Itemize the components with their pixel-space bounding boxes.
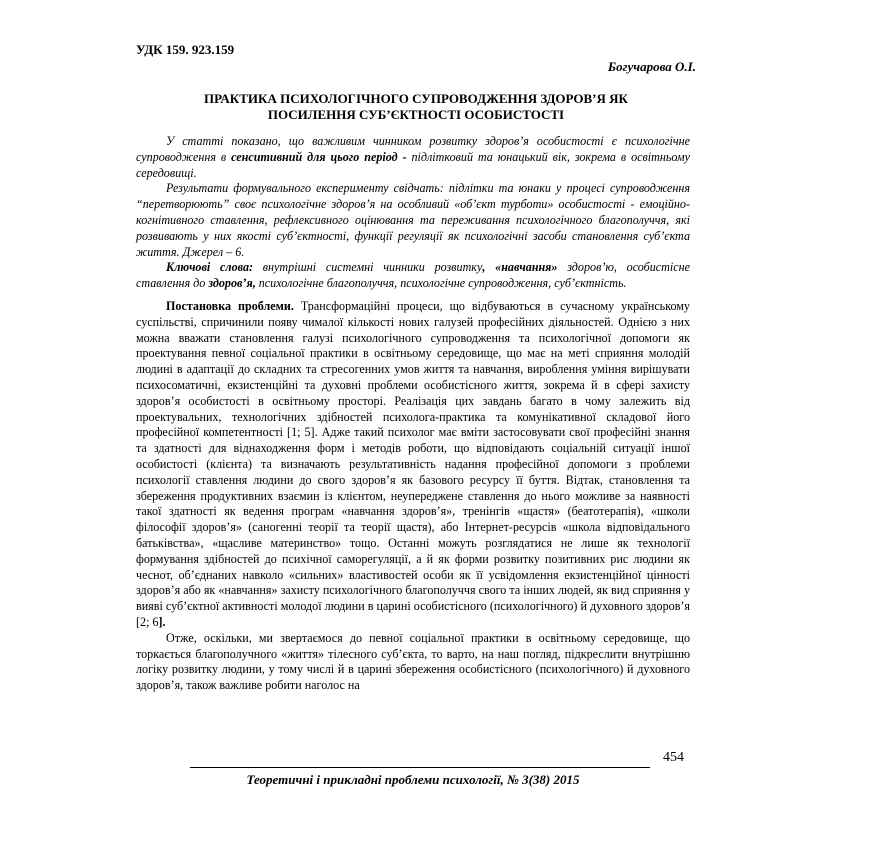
abstract-text: У статті показано, що важливим чинником розвитку здоров’я особистості є психологічне супроводження в (136, 134, 690, 164)
abstract-text: підлітковий та юнацький вік, зокрема в освітньому середовищі. (136, 149, 691, 180)
page-number: 454 (663, 750, 684, 765)
abstract-emphasis: сенситивний для цього період - (231, 149, 407, 164)
abstract-paragraph-2: Результати формувального експерименту свідчать: підлітки та юнаки у процесі супроводження “перетворюють” своє психологічне здоров’я на особливий «об’єкт турботи» особистості - емоційно-когнітивного ставлення, рефлексивного оцінювання та переживання психологічного благополуччя, які розвивають у них якості суб’єктності, функції регуляції як психологічні засоби становлення суб’єкта життя. Джерел – 6. (136, 181, 690, 259)
keywords-emphasis: , «навчання» (482, 260, 558, 275)
body-emphasis: ]. (158, 614, 166, 629)
keywords-label: Ключові слова: (166, 260, 254, 275)
keywords-emphasis: здоров’я, (208, 276, 256, 291)
footer-divider (190, 767, 650, 768)
body-text: Трансформаційні процеси, що відбуваються в сучасному українському суспільстві, спричинили появу чималої кількості нових галузей професійних діяльностей. Однією з них можна вважати становлення галузі психологічного супроводження та психологічної допомоги як проектування певної соціальної практики в освітньому середовище, що має на меті сприяння молодій людині в адаптації до складних та стресогенних умов життя та навчання, вироблення уміння вирішувати психосоматичні, екзистенційні та духовні проблеми особистісного життя, зокрема й в сфері захисту здоров’я особистості в освітньому просторі. Реалізація цих завдань багато в чому залежить від проектувальних, технологічних здібностей психолога-практика та комунікативної складової його професійної компетентності [1; 5]. Адже такий психолог має вміти застосовувати свої професійні знання та здатності для віднаходження форм і методів роботи, що відповідають соціальній ситуації іншої особистості (клієнта) та визначають результативність надання професійної допомоги з проблеми психології ставлення людини до свого здоров’я як базового ресурсу її буття. Відтак, становлення та збереження продуктивних взаємин із клієнтом, неупереджене ставлення до нього можливе за наявності такої здатності як ведення програм «навчання здоров’я», тренінгів «щастя» (беатотерапія), «школи філософії здоров’я» (саногенні теорії та теорії щастя), або Інтернет-ресурсів «школа відповідального батьківства», «щасливе материнство» тощо. Останні можуть розглядатися не лише як технології формування здібностей до психічної саморегуляції, а й як форми розвитку позитивних рис людини як чеснот, об’єднаних навколо «сильних» властивостей особи як її усвідомлення екзистенційної цінності здоров’я або як «навчання» захисту психологічного благополуччя свого та інших людей, як вид сприяння у вияві суб’єктної активності молодої людини в царині особистісного (психологічного) й духовного здоров’я [2; 6 (136, 299, 690, 629)
keywords-text: психологічне благополуччя, психологічне супроводження, суб’єктність. (255, 276, 627, 291)
author-name: Богучарова О.І. (607, 59, 696, 74)
keywords-text: здоров’ю, особистісне ставлення до (136, 260, 690, 291)
article-body (136, 299, 690, 694)
udk-code: УДК 159. 923.159 (136, 42, 235, 57)
body-paragraph-1 (136, 299, 690, 631)
body-paragraph-2: Отже, оскільки, ми звертаємося до певної соціальної практики в освітньому середовище, що торкається благополучного «життя» тілесного суб’єкта, то варто, на наш погляд, підкреслити внутрішню логіку розвитку людини, у тому числі й в царині збереження особистісного (психологічного) й духовного здоров’я, також важливе робити наголос на (136, 630, 690, 693)
title-line-2: ПОСИЛЕННЯ СУБ’ЄКТНОСТІ ОСОБИСТОСТІ (267, 107, 565, 122)
abstract (136, 134, 690, 292)
article-title (136, 91, 696, 123)
keywords-text: внутрішні системні чинники розвитку (253, 260, 483, 275)
section-heading: Постановка проблеми. (166, 299, 294, 313)
journal-footer: Теоретичні і прикладні проблеми психології, № 3(38) 2015 (246, 772, 580, 787)
abstract-paragraph-1 (136, 134, 690, 181)
title-line-1: ПРАКТИКА ПСИХОЛОГІЧНОГО СУПРОВОДЖЕННЯ ЗДОРОВ’Я ЯК (204, 91, 628, 106)
keywords (136, 260, 690, 292)
